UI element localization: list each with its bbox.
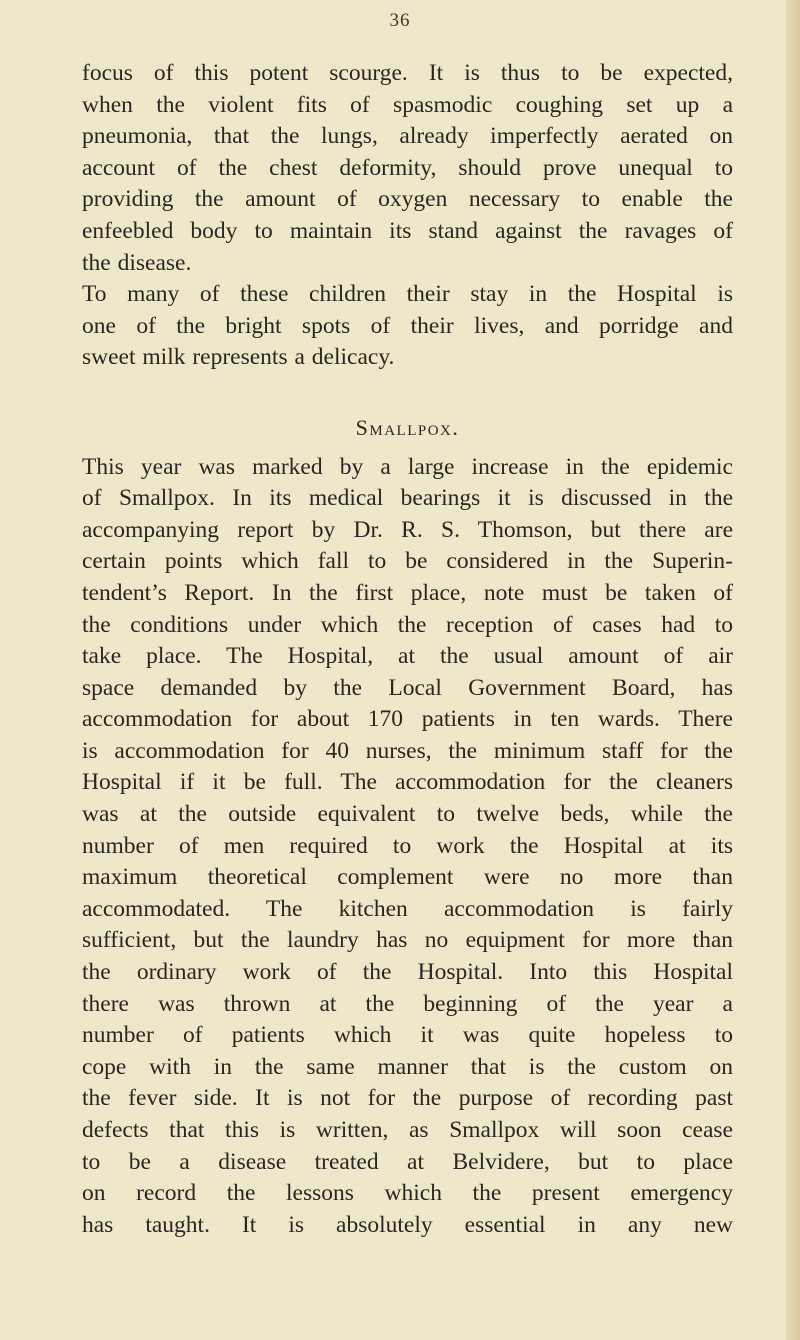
text-line: the disease.: [82, 249, 192, 276]
text-line: pneumonia, that the lungs, already imperfectly aerated on: [82, 123, 733, 150]
text-line: on record the lessons which the present emergency: [82, 1180, 733, 1207]
text-line: take place. The Hospital, at the usual amount of air: [82, 643, 733, 670]
text-line: sufficient, but the laundry has no equipment for more than: [82, 927, 733, 954]
text-line: maximum theoretical complement were no more than: [82, 864, 733, 891]
paragraph-3: [82, 452, 733, 1242]
text-line: defects that this is written, as Smallpox will soon cease: [82, 1117, 733, 1143]
text-line: is accommodation for 40 nurses, the minimum staff for the: [82, 737, 733, 764]
text-line: one of the bright spots of their lives, and porridge and: [82, 312, 733, 339]
text-line: accompanying report by Dr. R. S. Thomson, but there are: [82, 516, 733, 543]
text-line: the ordinary work of the Hospital. Into this Hospital: [82, 959, 733, 986]
text-line: account of the chest deformity, should prove unequal to: [82, 154, 733, 181]
text-line: sweet milk represents a delicacy.: [82, 344, 395, 371]
text-line: accommodated. The kitchen accommodation is fairly: [82, 895, 733, 922]
text-line: number of patients which it was quite hopeless to: [82, 1022, 733, 1049]
page-edge: [786, 0, 800, 1340]
text-line: the conditions under which the reception of cases had to: [82, 611, 733, 638]
text-line: focus of this potent scourge. It is thus to be expected,: [82, 60, 733, 86]
text-line: providing the amount of oxygen necessary to enable the: [82, 186, 733, 213]
text-line: to be a disease treated at Belvidere, but to place: [82, 1148, 733, 1175]
text-line: when the violent fits of spasmodic coughing set up a: [82, 91, 733, 118]
text-line: was at the outside equivalent to twelve beds, while the: [82, 801, 733, 828]
paragraph-1: [82, 58, 733, 279]
text-line: cope with in the same manner that is the custom on: [82, 1053, 733, 1080]
text-line: there was thrown at the beginning of the year a: [82, 990, 733, 1017]
section-heading: Smallpox.: [355, 414, 460, 440]
text-line: number of men required to work the Hospital at its: [82, 832, 733, 859]
text-line: certain points which fall to be considered in the Superin-: [82, 548, 733, 575]
page-number: 36: [389, 10, 411, 31]
page-body: [82, 58, 733, 1241]
text-line: tendent’s Report. In the first place, note must be taken of: [82, 579, 733, 606]
text-line: the fever side. It is not for the purpose of recording past: [82, 1085, 733, 1112]
text-line: space demanded by the Local Government Board, has: [82, 674, 733, 701]
text-line: Hospital if it be full. The accommodation for the cleaners: [82, 769, 733, 796]
text-line: accommodation for about 170 patients in ten wards. There: [82, 706, 733, 733]
text-line: enfeebled body to maintain its stand against the ravages of: [82, 217, 733, 244]
text-line: of Smallpox. In its medical bearings it is discussed in the: [82, 485, 733, 512]
text-line: This year was marked by a large increase in the epidemic: [82, 453, 733, 480]
text-line: To many of these children their stay in the Hospital is: [82, 281, 733, 308]
paragraph-2: [82, 279, 733, 374]
text-line: has taught. It is absolutely essential in any new: [82, 1211, 733, 1238]
